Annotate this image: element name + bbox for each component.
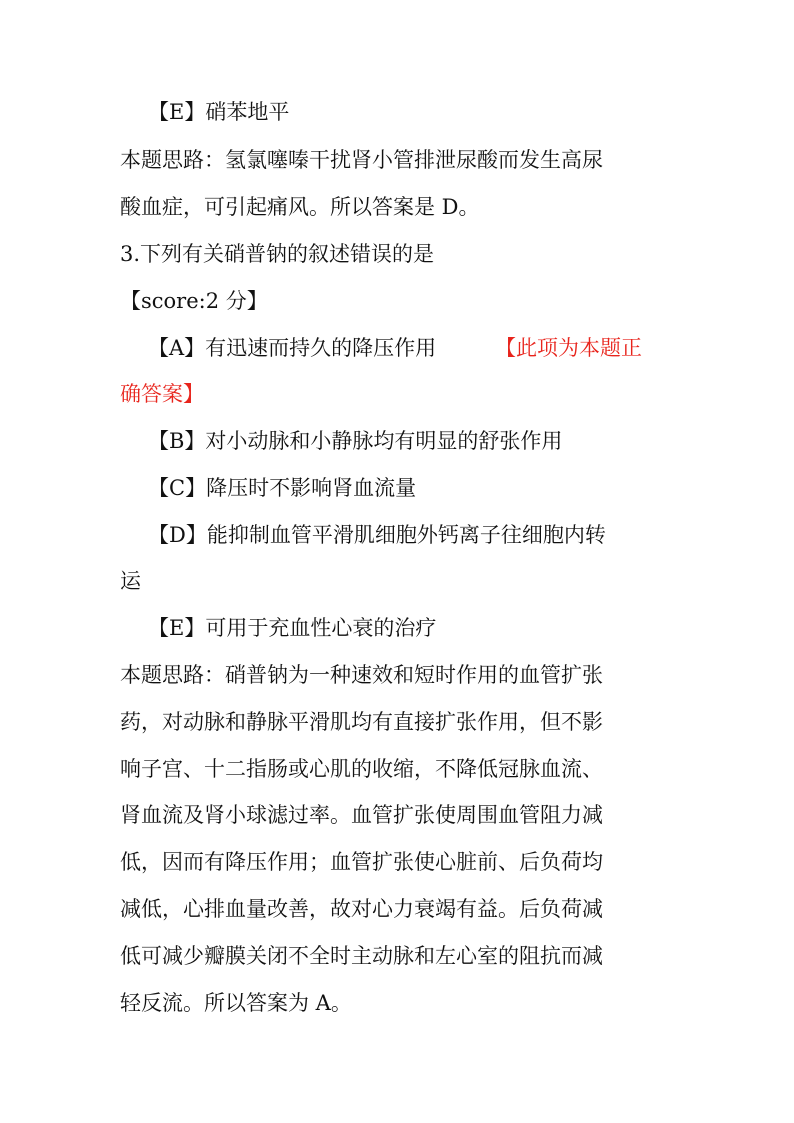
option-d-line-1: 【D】能抑制血管平滑肌细胞外钙离子往细胞内转: [148, 523, 606, 547]
option-c: 【C】降压时不影响肾血流量: [148, 476, 417, 500]
option-e: 【E】可用于充血性心衰的治疗: [148, 616, 437, 640]
prev-explanation-line-1: 本题思路：氢氯噻嗪干扰肾小管排泄尿酸而发生高尿: [120, 148, 603, 172]
prev-option-e: 【E】硝苯地平: [148, 100, 290, 124]
explanation-line-1: 本题思路：硝普钠为一种速效和短时作用的血管扩张: [120, 663, 603, 687]
option-d-line-2: 运: [120, 569, 141, 593]
explanation-line-7: 低可减少瓣膜关闭不全时主动脉和左心室的阻抗而减: [120, 944, 603, 968]
question-stem: 3.下列有关硝普钠的叙述错误的是: [120, 242, 435, 266]
explanation-line-6: 减低，心排血量改善，故对心力衰竭有益。后负荷减: [120, 897, 603, 921]
correct-answer-mark-line-1: 【此项为本题正: [495, 336, 642, 360]
prev-explanation-line-2: 酸血症，可引起痛风。所以答案是 D。: [120, 195, 480, 219]
explanation-line-4: 肾血流及肾小球滤过率。血管扩张使周围血管阻力减: [120, 803, 603, 827]
option-a: 【A】有迅速而持久的降压作用: [148, 336, 437, 360]
explanation-line-8: 轻反流。所以答案为 A。: [120, 991, 352, 1015]
option-b: 【B】对小动脉和小静脉均有明显的舒张作用: [148, 429, 563, 453]
explanation-line-3: 响子宫、十二指肠或心肌的收缩，不降低冠脉血流、: [120, 757, 603, 781]
question-score: 【score:2 分】: [120, 289, 268, 313]
explanation-line-5: 低，因而有降压作用；血管扩张使心脏前、后负荷均: [120, 850, 603, 874]
correct-answer-mark-line-2: 确答案】: [120, 382, 204, 406]
explanation-line-2: 药，对动脉和静脉平滑肌均有直接扩张作用，但不影: [120, 710, 603, 734]
